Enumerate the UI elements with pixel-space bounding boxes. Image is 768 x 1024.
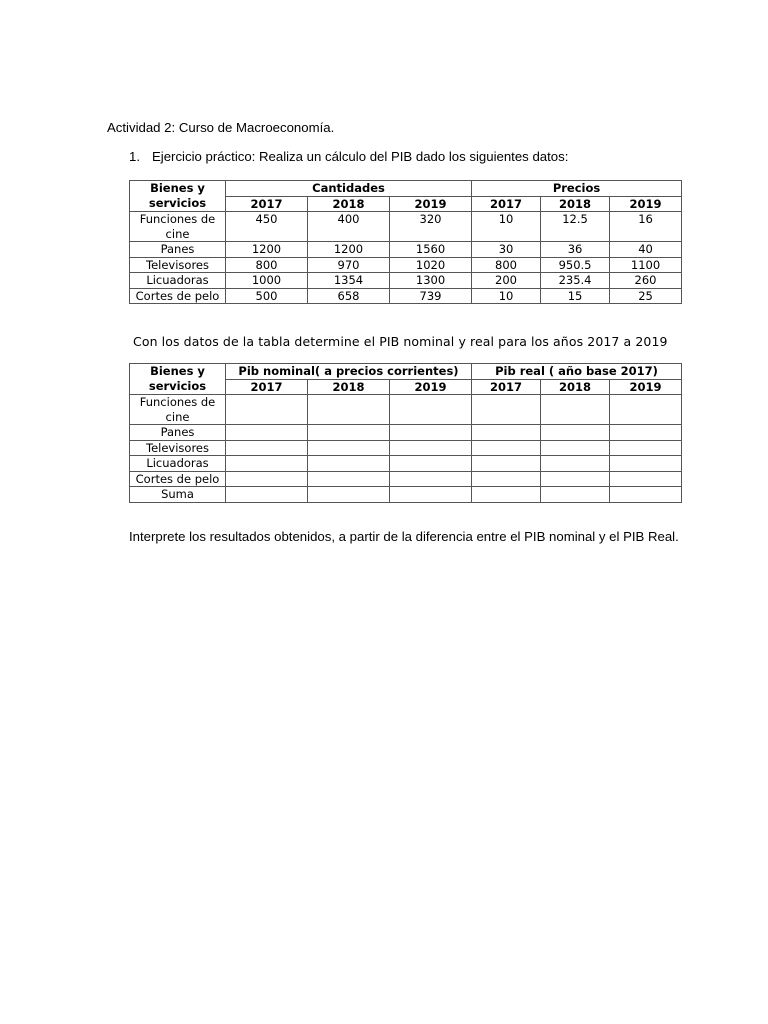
answer-cell [226, 471, 308, 487]
header-nominal-gdp: Pib nominal( a precios corrientes) [226, 364, 472, 380]
price-cell: 950.5 [541, 257, 610, 273]
answer-cell [541, 471, 610, 487]
answer-cell [610, 395, 682, 425]
table-row [130, 440, 682, 456]
answer-cell [226, 395, 308, 425]
header-real-gdp: Pib real ( año base 2017) [472, 364, 682, 380]
answer-table [129, 363, 682, 503]
price-cell: 200 [472, 273, 541, 289]
answer-cell [226, 425, 308, 441]
quantity-cell: 800 [226, 257, 308, 273]
interpretation-prompt: Interprete los resultados obtenidos, a partir de la diferencia entre el PIB nominal y el PIB Real. [129, 529, 679, 544]
year-header: 2019 [610, 196, 682, 212]
row-label: Televisores [130, 257, 226, 273]
answer-cell [390, 395, 472, 425]
answer-cell [472, 440, 541, 456]
price-cell: 12.5 [541, 212, 610, 242]
answer-cell [472, 456, 541, 472]
table-row [130, 242, 682, 258]
quantity-cell: 1354 [308, 273, 390, 289]
year-header: 2017 [226, 196, 308, 212]
year-header: 2018 [308, 196, 390, 212]
answer-cell [610, 425, 682, 441]
row-label: Panes [130, 425, 226, 441]
quantity-cell: 500 [226, 288, 308, 304]
row-label: Panes [130, 242, 226, 258]
quantity-cell: 658 [308, 288, 390, 304]
answer-cell [390, 487, 472, 503]
price-cell: 1100 [610, 257, 682, 273]
answer-cell [541, 425, 610, 441]
answer-cell [472, 395, 541, 425]
quantity-cell: 1000 [226, 273, 308, 289]
price-cell: 15 [541, 288, 610, 304]
table-header-row [130, 181, 682, 197]
answer-cell [226, 440, 308, 456]
row-label: Televisores [130, 440, 226, 456]
exercise-text: Ejercicio práctico: Realiza un cálculo del PIB dado los siguientes datos: [152, 149, 569, 164]
table-row [130, 456, 682, 472]
table-row [130, 487, 682, 503]
row-label: Funciones de cine [130, 212, 226, 242]
quantity-cell: 450 [226, 212, 308, 242]
exercise-statement [129, 149, 568, 164]
answer-cell [541, 440, 610, 456]
price-cell: 800 [472, 257, 541, 273]
answer-cell [390, 440, 472, 456]
activity-title: Actividad 2: Curso de Macroeconomía. [107, 120, 335, 135]
answer-cell [226, 487, 308, 503]
answer-cell [541, 487, 610, 503]
quantity-cell: 739 [390, 288, 472, 304]
price-cell: 235.4 [541, 273, 610, 289]
quantity-cell: 1300 [390, 273, 472, 289]
price-cell: 40 [610, 242, 682, 258]
row-label: Cortes de pelo [130, 471, 226, 487]
table-row [130, 425, 682, 441]
table-row [130, 212, 682, 242]
row-label: Licuadoras [130, 273, 226, 289]
data-table [129, 180, 682, 304]
answer-cell [472, 487, 541, 503]
answer-cell [308, 471, 390, 487]
answer-cell [610, 487, 682, 503]
price-cell: 260 [610, 273, 682, 289]
header-prices: Precios [472, 181, 682, 197]
price-cell: 16 [610, 212, 682, 242]
year-header: 2019 [390, 196, 472, 212]
table-row [130, 257, 682, 273]
header-goods-services: Bienes y servicios [130, 181, 226, 212]
answer-cell [226, 456, 308, 472]
answer-cell [308, 456, 390, 472]
exercise-number: 1. [129, 149, 140, 164]
table-row [130, 288, 682, 304]
row-label: Cortes de pelo [130, 288, 226, 304]
answer-cell [308, 487, 390, 503]
year-header: 2019 [390, 379, 472, 395]
price-cell: 36 [541, 242, 610, 258]
year-header: 2017 [472, 379, 541, 395]
year-header: 2019 [610, 379, 682, 395]
quantity-cell: 1200 [226, 242, 308, 258]
answer-cell [472, 425, 541, 441]
answer-cell [308, 425, 390, 441]
year-header: 2017 [472, 196, 541, 212]
price-cell: 10 [472, 212, 541, 242]
price-cell: 25 [610, 288, 682, 304]
table-row [130, 273, 682, 289]
year-header: 2018 [308, 379, 390, 395]
quantity-cell: 320 [390, 212, 472, 242]
year-header: 2017 [226, 379, 308, 395]
quantity-cell: 970 [308, 257, 390, 273]
year-header: 2018 [541, 196, 610, 212]
price-cell: 30 [472, 242, 541, 258]
answer-cell [541, 395, 610, 425]
row-label: Suma [130, 487, 226, 503]
year-header: 2018 [541, 379, 610, 395]
header-quantities: Cantidades [226, 181, 472, 197]
quantity-cell: 1560 [390, 242, 472, 258]
table-header-row [130, 364, 682, 380]
answer-cell [541, 456, 610, 472]
row-label: Funciones de cine [130, 395, 226, 425]
answer-cell [308, 440, 390, 456]
table-instruction: Con los datos de la tabla determine el PIB nominal y real para los años 2017 a 2019 [133, 334, 668, 349]
row-label: Licuadoras [130, 456, 226, 472]
answer-cell [610, 471, 682, 487]
quantity-cell: 400 [308, 212, 390, 242]
answer-cell [610, 440, 682, 456]
quantity-cell: 1020 [390, 257, 472, 273]
answer-cell [390, 471, 472, 487]
answer-cell [308, 395, 390, 425]
answer-cell [390, 456, 472, 472]
answer-cell [390, 425, 472, 441]
price-cell: 10 [472, 288, 541, 304]
quantity-cell: 1200 [308, 242, 390, 258]
answer-cell [610, 456, 682, 472]
header-goods-services: Bienes y servicios [130, 364, 226, 395]
table-row [130, 395, 682, 425]
table-row [130, 471, 682, 487]
answer-cell [472, 471, 541, 487]
